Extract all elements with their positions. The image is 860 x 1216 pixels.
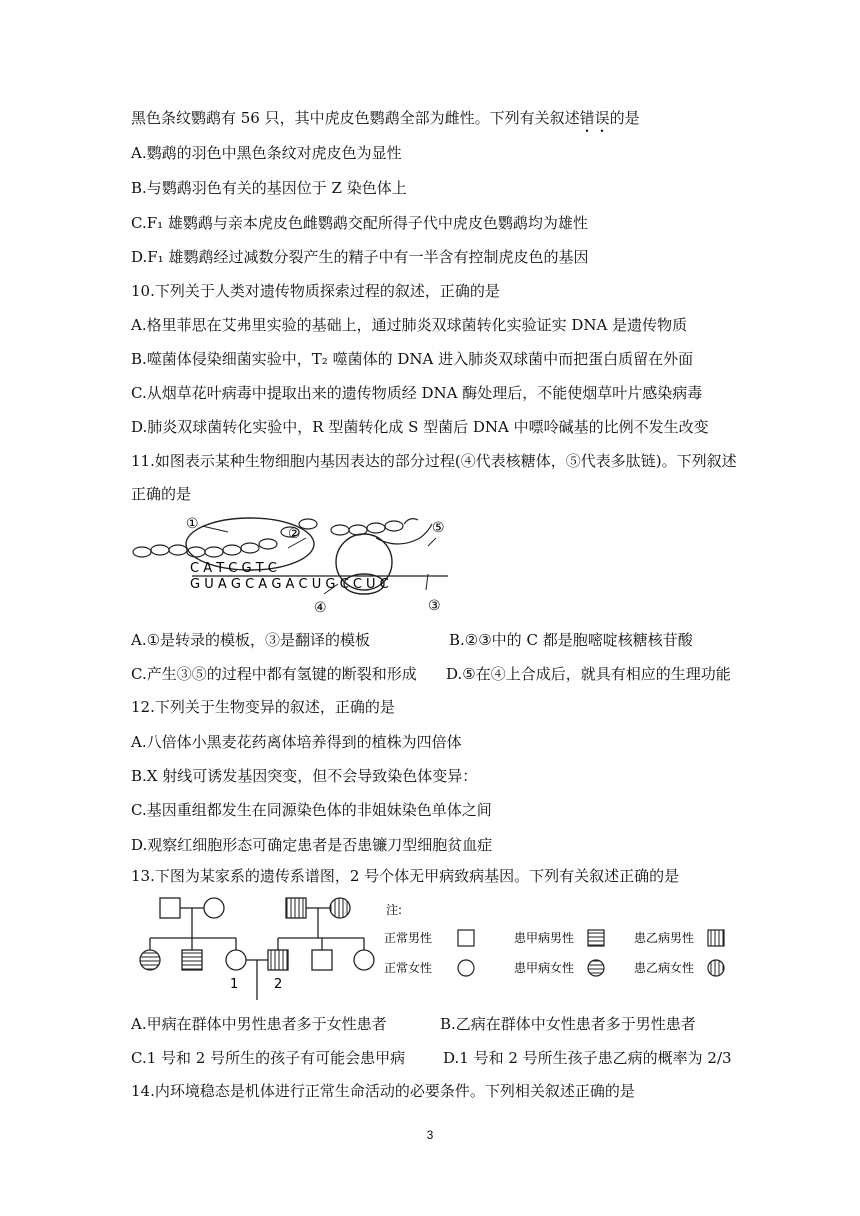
q11-option-a: A.①是转录的模板，③是翻译的模板 (131, 631, 371, 649)
q13-stem: 13.下图为某家系的遗传系谱图，2 号个体无甲病致病基因。下列有关叙述正确的是 (131, 867, 680, 885)
legend-normal-male-label: 正常男性 (384, 931, 433, 945)
q13-option-d: D.1 号和 2 号所生孩子患乙病的概率为 2/3 (443, 1049, 732, 1067)
q13-option-a: A.甲病在群体中男性患者多于女性患者 (131, 1015, 387, 1033)
q9-option-a: A.鹦鹉的羽色中黑色条纹对虎皮色为显性 (131, 144, 402, 162)
q9-stem-tail: 黑色条纹鹦鹉有 56 只，其中虎皮色鹦鹉全部为雌性。下列有关叙述错误的是 (131, 109, 640, 127)
label-circled-5: ⑤ (432, 520, 445, 536)
normal-male (312, 950, 332, 970)
legend-disease-b-male-label: 患乙病男性 (634, 931, 695, 945)
q11-stem-line1: 11.如图表示某种生物细胞内基因表达的部分过程(④代表核糖体，⑤代表多肽链)。下列叙述 (131, 452, 737, 470)
legend-normal-female-label: 正常女性 (384, 961, 433, 975)
q9-option-b: B.与鹦鹉羽色有关的基因位于 Z 染色体上 (131, 179, 407, 197)
individual-label-2: 2 (274, 977, 283, 992)
q12-option-d: D.观察红细胞形态可确定患者是否患镰刀型细胞贫血症 (131, 836, 493, 854)
dna-template-sequence: C A T C G T C (190, 561, 277, 576)
q10-option-a: A.格里菲思在艾弗里实验的基础上，通过肺炎双球菌转化实验证实 DNA 是遗传物质 (131, 316, 688, 334)
q13-option-b: B.乙病在群体中女性患者多于男性患者 (440, 1015, 696, 1033)
page-number: 3 (426, 1128, 434, 1142)
q9-option-c: C.F₁ 雄鹦鹉与亲本虎皮色雌鹦鹉交配所得子代中虎皮色鹦鹉均为雄性 (131, 214, 588, 232)
label-circled-2: ② (288, 526, 301, 542)
legend-disease-a-female-label: 患甲病女性 (514, 961, 575, 975)
q11-stem-line2: 正确的是 (131, 485, 192, 503)
legend-disease-b-male-symbol (708, 930, 724, 946)
q10-option-d: D.肺炎双球菌转化实验中，R 型菌转化成 S 型菌后 DNA 中嘌呤碱基的比例不发生改变 (131, 418, 709, 436)
label-circled-1: ① (186, 516, 199, 532)
pedigree-chart (130, 892, 730, 1004)
disease-b-female (330, 898, 350, 918)
gene-expression-figure (128, 510, 468, 622)
individual-2-disease-b-male (268, 950, 288, 970)
normal-male (160, 898, 180, 918)
mrna-sequence: G U A G C A G A C U G C C U C (190, 577, 389, 592)
legend-normal-female-symbol (458, 960, 474, 976)
emphasized-word: 错误 (579, 109, 610, 127)
q11-option-d: D.⑤在④上合成后，就具有相应的生理功能 (446, 665, 731, 683)
q12-stem: 12.下列关于生物变异的叙述，正确的是 (131, 698, 395, 716)
disease-b-male (286, 898, 306, 918)
q10-option-c: C.从烟草花叶病毒中提取出来的遗传物质经 DNA 酶处理后，不能使烟草叶片感染病毒 (131, 384, 703, 402)
disease-a-male (182, 950, 202, 970)
legend-disease-b-female-label: 患乙病女性 (634, 961, 695, 975)
pedigree-legend (384, 903, 724, 976)
legend-normal-male-symbol (458, 930, 474, 946)
label-circled-4: ④ (314, 600, 327, 616)
q11-option-c: C.产生③⑤的过程中都有氢键的断裂和形成 (131, 665, 417, 683)
q10-option-b: B.噬菌体侵染细菌实验中，T₂ 噬菌体的 DNA 进入肺炎双球菌中而把蛋白质留在外面 (131, 350, 694, 368)
q12-option-a: A.八倍体小黑麦花药离体培养得到的植株为四倍体 (131, 733, 462, 751)
q11-option-b: B.②③中的 C 都是胞嘧啶核糖核苷酸 (449, 631, 693, 649)
normal-female (354, 950, 374, 970)
legend-title: 注: (386, 903, 403, 917)
individual-1-normal-female (226, 950, 246, 970)
q9-option-d: D.F₁ 雄鹦鹉经过减数分裂产生的精子中有一半含有控制虎皮色的基因 (131, 248, 589, 266)
q12-option-b: B.X 射线可诱发基因突变，但不会导致染色体变异： (131, 767, 478, 785)
q14-stem: 14.内环境稳态是机体进行正常生命活动的必要条件。下列相关叙述正确的是 (131, 1082, 635, 1100)
individual-label-1: 1 (230, 977, 239, 992)
q10-stem: 10.下列关于人类对遗传物质探索过程的叙述，正确的是 (131, 282, 500, 300)
legend-disease-a-male-symbol (588, 930, 604, 946)
normal-female (204, 898, 224, 918)
disease-a-female (140, 950, 160, 970)
q12-option-c: C.基因重组都发生在同源染色体的非姐妹染色单体之间 (131, 801, 492, 819)
legend-disease-b-female-symbol (708, 960, 724, 976)
legend-disease-a-male-label: 患甲病男性 (514, 931, 575, 945)
label-circled-3: ③ (428, 598, 441, 614)
legend-disease-a-female-symbol (588, 960, 604, 976)
q13-option-c: C.1 号和 2 号所生的孩子有可能会患甲病 (131, 1049, 406, 1067)
dna-strand (133, 519, 418, 557)
